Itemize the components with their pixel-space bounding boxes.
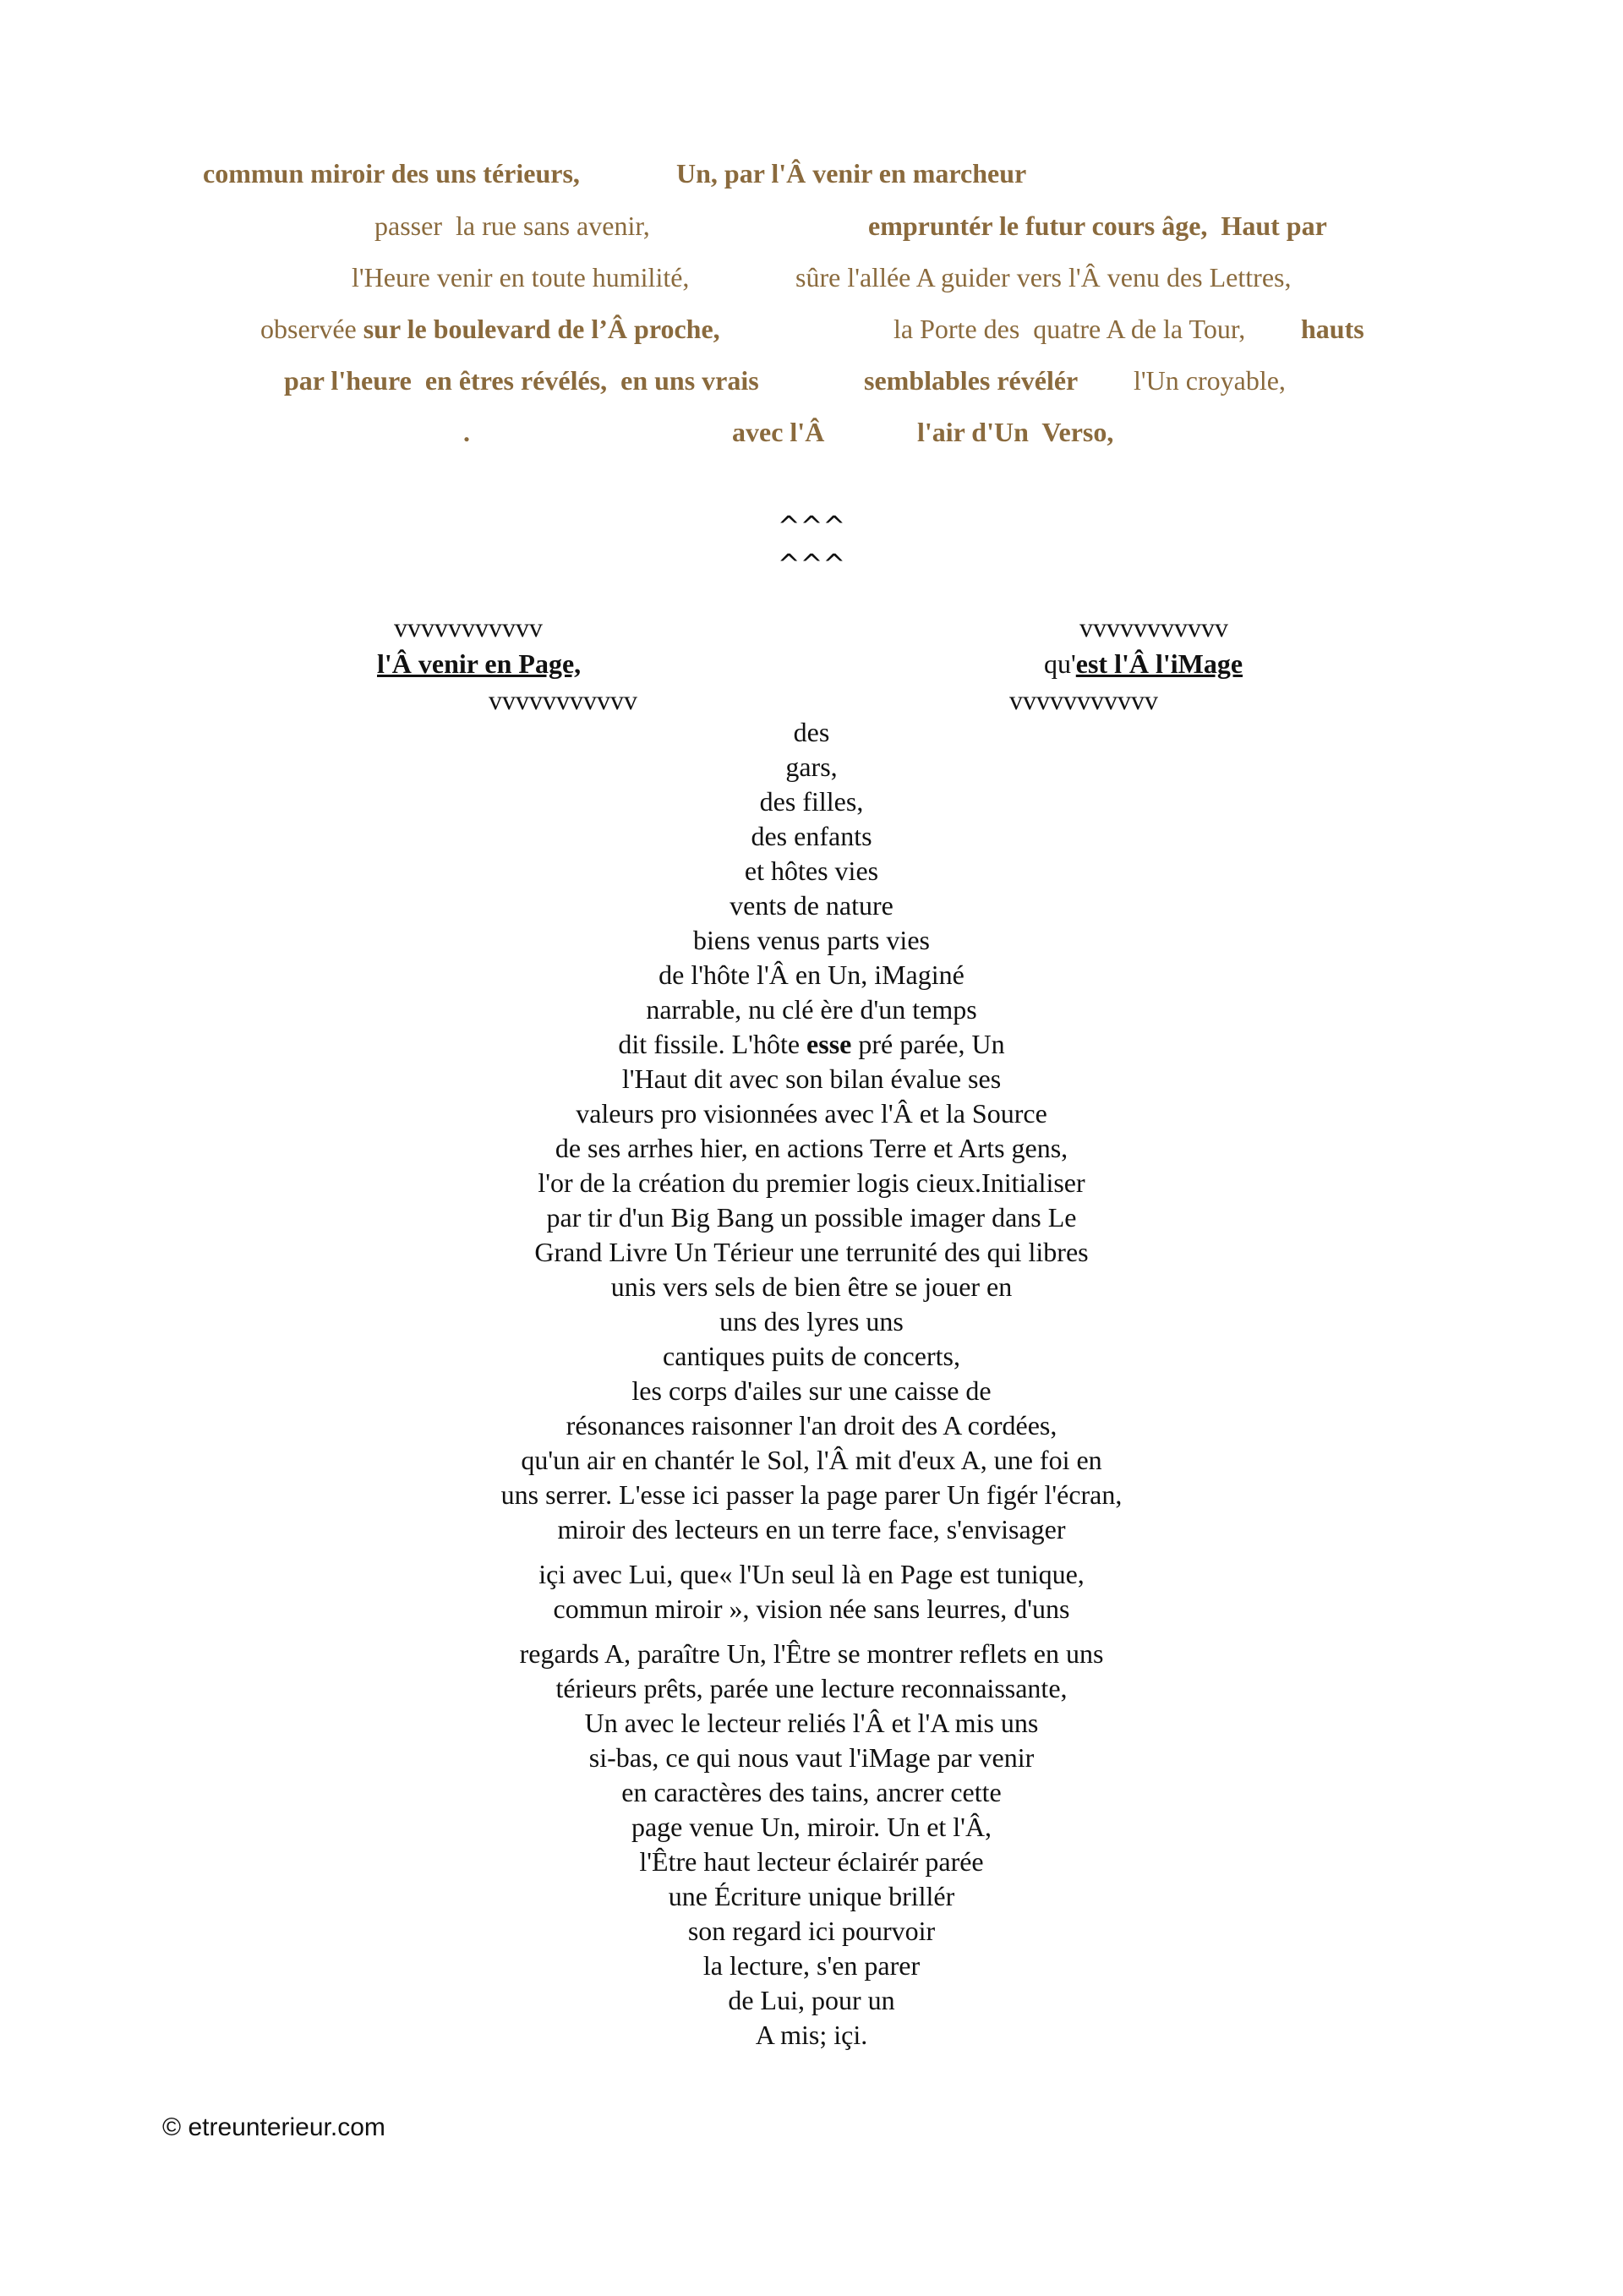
poem-line: l'Haut dit avec son bilan évalue ses: [621, 1063, 1002, 1094]
header-line-2a: passer la rue sans avenir,: [374, 210, 650, 241]
poem-line-esse: [0, 1027, 1623, 1062]
stanza-gap: [0, 1547, 1623, 1557]
poem-line: la lecture, s'en parer: [702, 1950, 921, 1981]
header-line-4c: hauts: [1301, 314, 1364, 344]
poem-line: içi avec Lui, que« l'Un seul là en Page est tunique,: [538, 1559, 1085, 1589]
poem-line: des enfants: [751, 821, 872, 851]
header-line-5a: par l'heure en êtres révélés, en uns vrais: [284, 365, 759, 396]
header-line-4b: la Porte des quatre A de la Tour,: [893, 314, 1246, 344]
poem-line: en caractères des tains, ancrer cette: [621, 1777, 1002, 1807]
poem-line: qu'un air en chantér le Sol, l'Â mit d'eux A, une foi en: [521, 1445, 1102, 1475]
caret-line-1: ^^^: [777, 510, 846, 542]
poem-line: de Lui, pour un: [728, 1985, 895, 2015]
poem-line: cantiques puits de concerts,: [663, 1341, 960, 1371]
poem-line: Un avec le lecteur reliés l'Â et l'A mis uns: [584, 1708, 1039, 1738]
header-line-4a-plain: observée: [260, 314, 363, 344]
header-line-3a: l'Heure venir en toute humilité,: [352, 262, 690, 292]
poem-line: si-bas, ce qui nous vaut l'iMage par venir: [588, 1742, 1035, 1773]
poem-line: miroir des lecteurs en un terre face, s'envisager: [557, 1514, 1066, 1544]
poem-line: uns des lyres uns: [719, 1306, 904, 1337]
right-v-top: vvvvvvvvvvv: [1079, 612, 1228, 642]
esse-word: esse: [806, 1029, 852, 1059]
header-line-1b: Un, par l'Â venir en marcheur: [676, 158, 1027, 189]
poem-block-d: [0, 1637, 1623, 2053]
poem-line: gars,: [785, 752, 838, 782]
left-branch-title: l'Â venir en Page,: [377, 648, 582, 679]
right-branch-prefix: qu': [1044, 648, 1076, 679]
stanza-gap: [0, 1626, 1623, 1637]
poem-line: des: [793, 717, 830, 747]
poem-line: et hôtes vies: [744, 856, 879, 886]
right-branch-title: [1044, 648, 1243, 680]
poem-line: térieurs prêts, parée une lecture reconnaissante,: [555, 1673, 1068, 1703]
poem-line: l'or de la création du premier logis cieux.Initialiser: [538, 1167, 1085, 1198]
header-line-4a-bold: sur le boulevard de l’Â proche,: [363, 314, 720, 344]
left-v-bottom: vvvvvvvvvvv: [489, 685, 637, 715]
poem-line: de ses arrhes hier, en actions Terre et Arts gens,: [555, 1133, 1068, 1163]
poem-line: vents de nature: [730, 890, 893, 921]
poem-line: A mis; içi.: [755, 2020, 868, 2050]
poem-line: son regard ici pourvoir: [687, 1916, 936, 1946]
copyright-footer: © etreunterieur.com: [162, 2113, 385, 2141]
poem-line: commun miroir », vision née sans leurres, d'uns: [553, 1594, 1070, 1624]
poem-block-c: [0, 1557, 1623, 1626]
header-line-1a: commun miroir des uns térieurs,: [203, 158, 580, 189]
left-v-top: vvvvvvvvvvv: [394, 612, 543, 642]
poem-line: regards A, paraître Un, l'Être se montrer reflets en uns: [519, 1638, 1104, 1669]
poem-line: des filles,: [759, 786, 864, 817]
poem-line: uns serrer. L'esse ici passer la page parer Un figér l'écran,: [500, 1479, 1123, 1510]
poem-line: une Écriture unique brillér: [668, 1881, 955, 1911]
header-line-5b: semblables révélér: [864, 365, 1079, 396]
header-line-6b: avec l'Â: [732, 417, 825, 447]
poem-body: [0, 715, 1623, 2053]
right-branch-bold: est l'Â l'iMage: [1075, 648, 1243, 679]
poem-line: valeurs pro visionnées avec l'Â et la Source: [576, 1098, 1047, 1129]
header-line-4a: [260, 313, 720, 345]
poem-line: narrable, nu clé ère d'un temps: [646, 994, 977, 1025]
header-line-2b: empruntér le futur cours âge, Haut par: [868, 210, 1327, 241]
header-line-5c: l'Un croyable,: [1134, 365, 1286, 396]
poem-line: page venue Un, miroir. Un et l'Â,: [631, 1812, 992, 1842]
poem-line: biens venus parts vies: [693, 925, 930, 955]
esse-pre: dit fissile. L'hôte: [618, 1029, 807, 1059]
poem-line: unis vers sels de bien être se jouer en: [610, 1271, 1013, 1302]
header-line-3b: sûre l'allée A guider vers l'Â venu des Lettres,: [795, 262, 1292, 292]
poem-block-a: [0, 715, 1623, 1027]
right-v-bottom: vvvvvvvvvvv: [1009, 685, 1158, 715]
poem-line: de l'hôte l'Â en Un, iMaginé: [658, 959, 965, 990]
poem-line: résonances raisonner l'an droit des A cordées,: [566, 1410, 1057, 1440]
poem-line: par tir d'un Big Bang un possible imager dans Le: [546, 1202, 1077, 1233]
esse-post: pré parée, Un: [851, 1029, 1005, 1059]
header-line-6a: .: [463, 417, 470, 447]
header-line-6c: l'air d'Un Verso,: [917, 417, 1114, 447]
poem-line: les corps d'ailes sur une caisse de: [631, 1375, 992, 1406]
caret-line-2: ^^^: [777, 548, 846, 580]
poem-block-b: [0, 1062, 1623, 1547]
poem-line: Grand Livre Un Térieur une terrunité des qui libres: [534, 1237, 1089, 1267]
poem-line: l'Être haut lecteur éclairér parée: [639, 1846, 984, 1877]
